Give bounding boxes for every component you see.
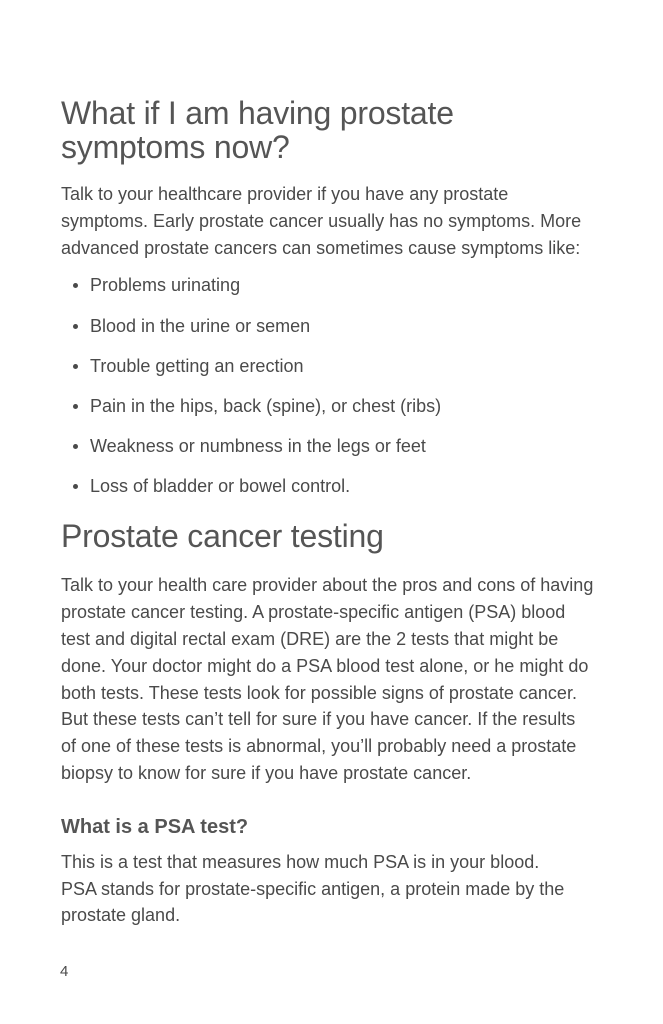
- page-number: 4: [60, 963, 69, 980]
- symptoms-list: [61, 272, 611, 499]
- list-item-text: Pain in the hips, back (spine), or chest (ribs): [90, 395, 442, 416]
- list-item-text: Weakness or numbness in the legs or feet: [90, 436, 426, 457]
- section-heading-psa-test: What is a PSA test?: [61, 815, 249, 838]
- text-line: advanced prostate cancers can sometimes cause symptoms like:: [61, 237, 581, 258]
- text-line: both tests. These tests look for possible signs of prostate cancer.: [61, 682, 577, 703]
- testing-paragraph: [61, 572, 611, 786]
- list-item-text: Problems urinating: [90, 275, 241, 296]
- text-line: This is a test that measures how much PSA is in your blood.: [61, 851, 540, 872]
- text-line: biopsy to know for sure if you have prostate cancer.: [61, 762, 472, 783]
- section-heading-testing: Prostate cancer testing: [61, 518, 384, 555]
- text-line: prostate gland.: [61, 905, 181, 926]
- symptoms-intro-paragraph: [61, 181, 611, 261]
- list-item: [61, 313, 611, 339]
- bullet-icon: [73, 484, 78, 489]
- bullet-icon: [73, 283, 78, 288]
- list-item: [61, 473, 611, 499]
- heading-line: What if I am having prostate: [61, 95, 454, 131]
- list-item-text: Blood in the urine or semen: [90, 315, 311, 336]
- text-line: But these tests can’t tell for sure if you have cancer. If the results: [61, 709, 576, 730]
- text-line: of one of these tests is abnormal, you’ll probably need a prostate: [61, 736, 577, 757]
- list-item: [61, 272, 611, 298]
- text-line: Talk to your health care provider about the pros and cons of having: [61, 575, 594, 596]
- list-item: [61, 393, 611, 419]
- bullet-icon: [73, 324, 78, 329]
- list-item-text: Trouble getting an erection: [90, 355, 304, 376]
- text-line: Talk to your healthcare provider if you have any prostate: [61, 184, 509, 204]
- text-line: prostate cancer testing. A prostate-specific antigen (PSA) blood: [61, 602, 566, 623]
- list-item: [61, 353, 611, 379]
- section-heading-symptoms: [61, 96, 611, 164]
- bullet-icon: [73, 364, 78, 369]
- heading-line: symptoms now?: [61, 129, 290, 165]
- bullet-icon: [73, 404, 78, 409]
- text-line: test and digital rectal exam (DRE) are the 2 tests that might be: [61, 628, 559, 649]
- text-line: PSA stands for prostate-specific antigen, a protein made by the: [61, 878, 565, 899]
- list-item-text: Loss of bladder or bowel control.: [90, 476, 351, 497]
- psa-test-paragraph: [61, 849, 611, 929]
- bullet-icon: [73, 444, 78, 449]
- list-item: [61, 433, 611, 459]
- document-page: [61, 96, 611, 929]
- text-line: done. Your doctor might do a PSA blood test alone, or he might do: [61, 655, 589, 676]
- text-line: symptoms. Early prostate cancer usually has no symptoms. More: [61, 210, 582, 231]
